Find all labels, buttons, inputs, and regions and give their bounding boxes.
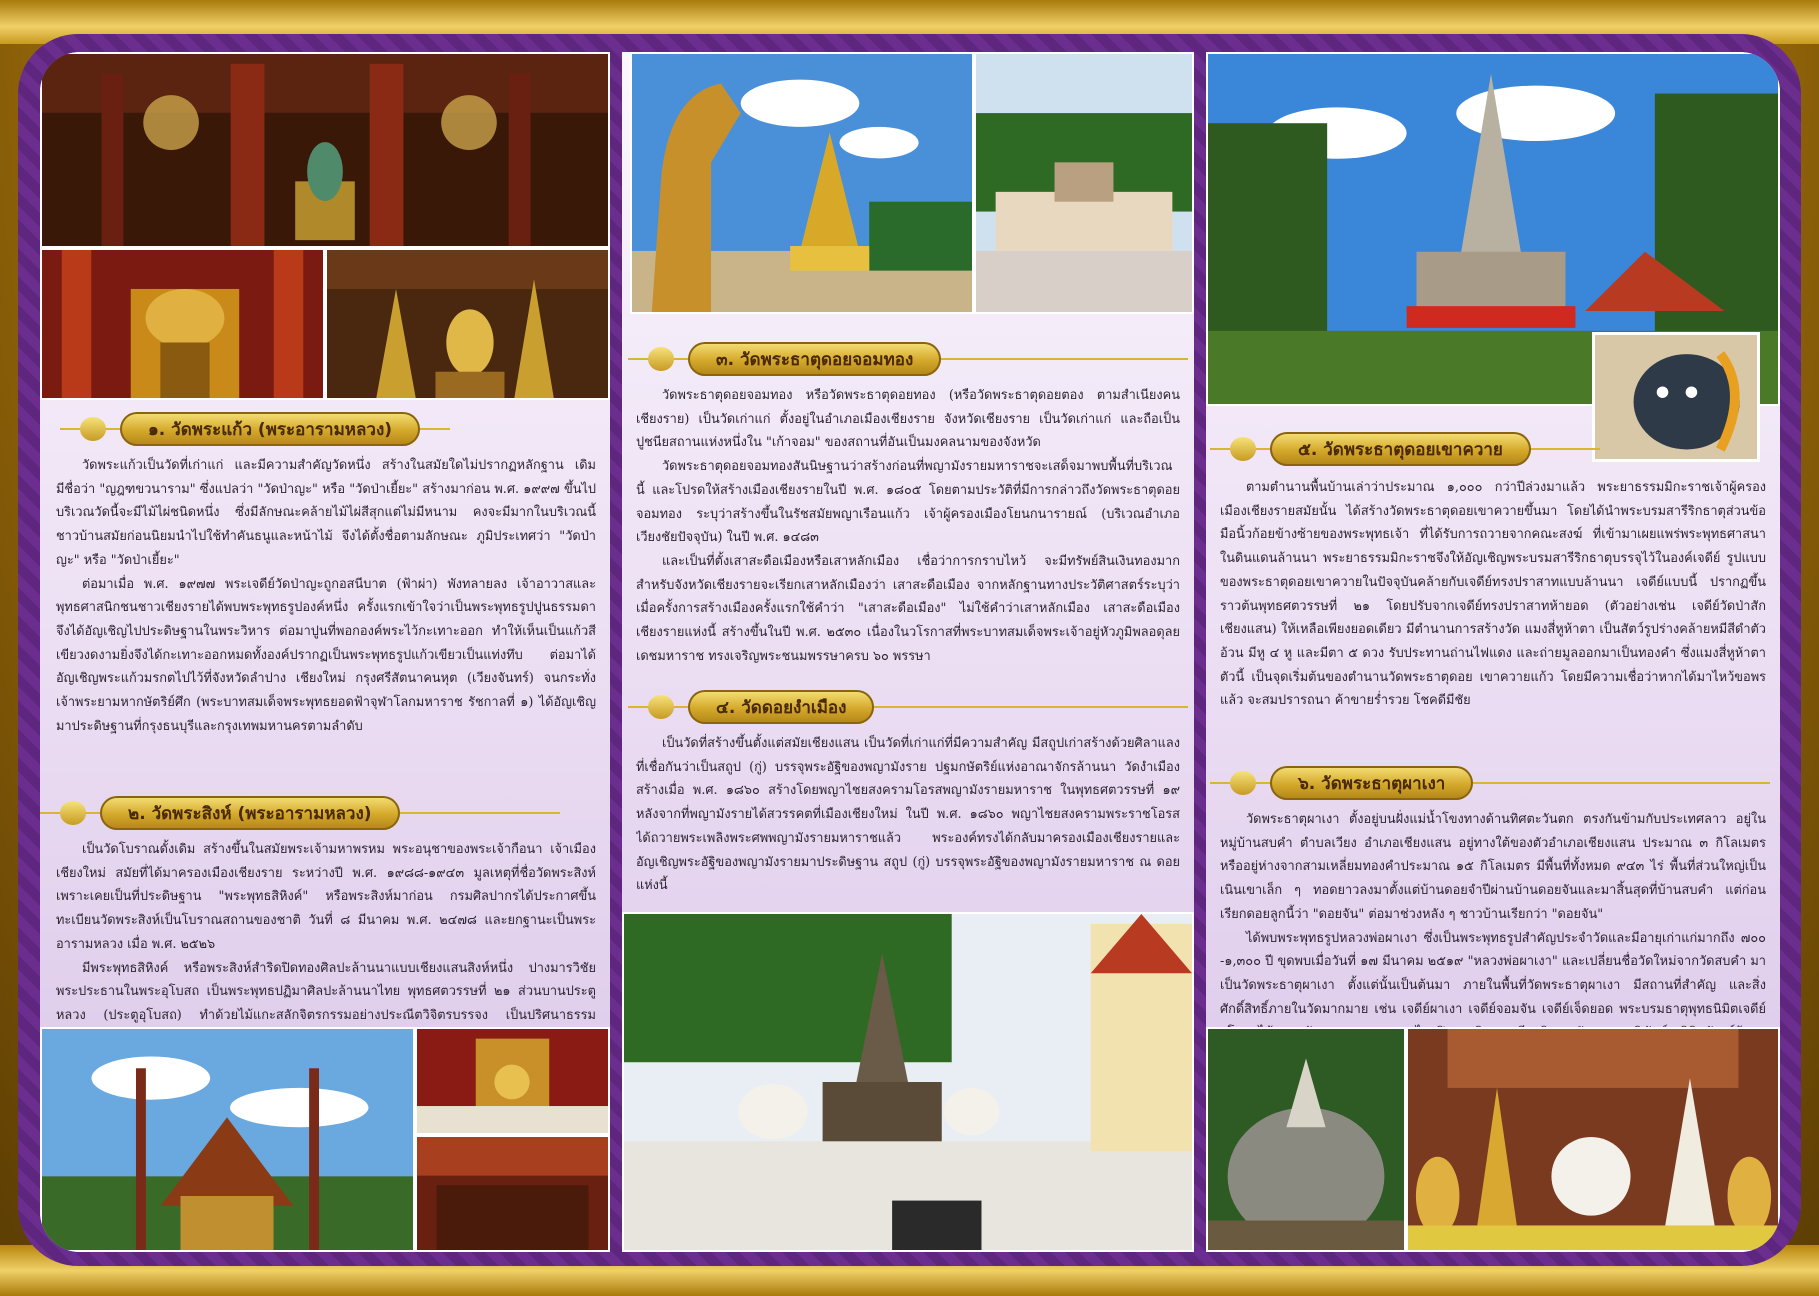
section-3-paragraph: และเป็นที่ตั้งเสาสะดือเมืองหรือเสาหลักเมือง เชื่อว่าการกราบไหว้ จะมีทรัพย์สินเงินทองมาก สำหรับจังหวัดเชียงรายจะเรียกเสาหลักเมืองว่า เสาสะดือเมือง จากหลักฐานทางประวัติศาสตร์ระบุว่าเมื่อครั้งการสร้างเมืองครั้งแรกใช้คำว่า "เสาสะดือเมือง" ไม่ใช้คำว่าเสาหลักเมือง เสาสะดือเมืองเชียงรายแห่งนี้ สร้างขึ้นในปี พ.ศ. ๒๕๓๐ เนื่องในวโรกาสที่พระบาทสมเด็จพระเจ้าอยู่หัวภูมิพลอดุลยเดชมหาราช ทรงเจริญพระชนมพรรษาครบ ๖๐ พรรษา <box>636 553 1180 664</box>
section-6-paragraph: ได้พบพระพุทธรูปหลวงพ่อผาเงา ซึ่งเป็นพระพุทธรูปสำคัญประจำวัดและมีอายุเก่าแก่มากถึง ๗๐๐ -๑,๓๐๐ ปี ขุดพบเมื่อวันที่ ๑๗ มีนาคม ๒๕๑๙ "หลวงพ่อผาเงา" และเปลี่ยนชื่อวัดใหม่จากวัดสบคำ มาเป็นวัดพระธาตุผาเงา ตั้งแต่นั้นเป็นต้นมา ภายในพื้นที่วัดพระธาตุผาเงา มีสถานที่สำคัญ และสิ่งศักดิ์สิทธิ์ภายในวัดมากมาย เช่น เจดีย์ผาเงา เจดีย์จอมจัน เจดีย์เจ็ดยอด พระบรมธาตุพุทธนิมิตเจดีย์ <box>1220 930 1766 1017</box>
section-2-paragraph: มีพระพุทธสิหิงค์ หรือพระสิงห์สำริดปิดทองศิลปะล้านนาแบบเชียงแสนสิงห์หนึ่ง ปางมารวิชัย พระประธานในพระอุโบสถ เป็นพระพุทธปฏิมาศิลปะล้านนาไทย พุทธศตวรรษที่ ๒๑ ส่วนบานประตูหลวง (ประตูอุโบสถ) ทำด้วยไม้แกะสลักจิตรกรรมอย่างประณีตวิจิตรบรรจง เป็นปริศนาธรรม <box>56 960 596 1023</box>
section-6-title: ๖. วัดพระธาตุผาเงา <box>1270 766 1473 800</box>
section-1-heading <box>60 412 450 446</box>
section-4-paragraph: เป็นวัดที่สร้างขึ้นตั้งแต่สมัยเชียงแสน เป็นวัดที่เก่าแก่ที่มีความสำคัญ มีสถูปเก่าสร้างด้วยศิลาแลงที่เชื่อกันว่าเป็นสถูป (กู่) บรรจุพระอัฐิของพญามังราย ปฐมกษัตริย์แห่งอาณาจักรล้านนา วัดงำเมือง สร้างเมื่อ พ.ศ. ๑๘๖๐ สร้างโดยพญาไชยสงครามโอรสพญามังรายมหาราช ในพุทธศตวรรษที่ ๑๙ หลังจากที่พญามังรายได้สวรรคตที่เมืองเชียงใหม่ ในปี พ.ศ. ๑๘๖๐ พญาไชยสงครามพระราชโอรส ได้ถวายพระเพลิงพระศพพญามังรายมหาราชแล้ว พระองค์ทรงได้กลับมาครองเมืองเชียงรายและอัญเชิญพระอัฐิของพญามังรายมาประดิษฐาน สถูป (กู่) บรรจุพระอัฐิของพญามังรายมหาราช ณ ดอยแห่งนี้ <box>636 736 1180 894</box>
temple-buddhas-hall-photo <box>1406 1027 1780 1252</box>
city-pillar-shrine-photo <box>974 52 1194 314</box>
section-6-paragraph: วัดพระธาตุผาเงา ตั้งอยู่บนฝั่งแม่น้ำโขงทางด้านทิศตะวันตก ตรงกันข้ามกับประเทศลาว อยู่ในหมู่บ้านสบคำ ตำบลเวียง อำเภอเชียงแสน อยู่ทางใต้ของตัวอำเภอเชียงแสน ประมาณ ๓ กิโลเมตร หรืออยู่ห่างจากสามเหลี่ยมทองคำประมาณ ๑๕ กิโลเมตร มีพื้นที่ทั้งหมด ๙๔๓ ไร่ พื้นที่ส่วนใหญ่เป็นเนินเขาเล็ก ๆ ทอดยาวลงมาตั้งแต่บ้านดอยจำปีผ่านบ้านดอยจันและมาสิ้นสุดที่บ้านสบคำ แต่ก่อนเรียกดอยลูกนี้ว่า "ดอยจัน" ต่อมาช่วงหลัง ๆ ชาวบ้านเรียกว่า "ดอยจัน" <box>1220 812 1766 922</box>
temple-altar-photo <box>40 248 325 400</box>
section-4-title: ๔. วัดดอยงำเมือง <box>688 690 874 724</box>
wat-phra-singh-photo <box>40 1027 415 1252</box>
section-5-body <box>1220 476 1766 762</box>
panel-middle <box>622 52 1194 1252</box>
section-5-heading <box>1210 432 1600 466</box>
black-bear-figure-photo <box>1592 332 1760 462</box>
temple-shrine-photo <box>415 1027 610 1135</box>
wat-doi-ngam-muang-photo <box>622 912 1194 1252</box>
section-5-paragraph: ตามตำนานพื้นบ้านเล่าว่าประมาณ ๑,๐๐๐ กว่าปีล่วงมาแล้ว พระยาธรรมมิกะราชเจ้าผู้ครองเมืองเชียงรายสมัยนั้น ได้สร้างวัดพระธาตุดอยเขาควายขึ้นมา โดยได้นำพระบรมสารีริกธาตุส่วนข้อมือนิ้วก้อยข้างซ้ายของพระพุทธเจ้า ที่ได้รับการถวายจากคณะสงฆ์ ที่เข้ามาเผยแพร่พระพุทธศาสนาในดินแดนล้านนา พระยาธรรมมิกะราชจึงให้อัญเชิญพระบรมสารีริกธาตุบรรจุไว้ในองค์เจดีย์ รูปแบบของพระธาตุดอยเขาควายในปัจจุบันคล้ายกับเจดีย์ทรงปราสาทแบบล้านนา เจดีย์แบบนี้ ปรากฏขึ้นราวต้นพุทธศตวรรษที่ ๒๑ โดยปรับจากเจดีย์ทรงปราสาทห้ายอด (ตัวอย่างเช่น เจดีย์วัดป่าสักเชียงแสน) ให้เหลือเพียงยอดเดียว มีตำนานการสร้างวัด แมงสี่หูห้าตา เป็นสัตว์รูปร่างคล้ายหมีสีดำตัวอ้วน มีหู ๔ หู และมีตา ๕ ดวง รับประทานถ่านไฟแดง และถ่ายมูลออกมาเป็นทองคำ ซึ่งแมงสี่หูห้าตาตัวนี้ เป็นจุดเริ่มต้นของตำนานวัดพระธาตุดอย เขาควายแก้ว โดยมีความเชื่อว่าหากได้มาไหว้ขอพรแล้ว จะสมปรารถนา ค้าขายร่ำรวย โชคดีมีชัย <box>1220 480 1766 709</box>
section-3-title: ๓. วัดพระธาตุดอยจอมทอง <box>688 342 941 376</box>
section-2-heading <box>40 796 560 830</box>
section-1-paragraph: วัดพระแก้วเป็นวัดที่เก่าแก่ และมีความสำคัญวัดหนึ่ง สร้างในสมัยใดไม่ปรากฏหลักฐาน เดิมมีชื่อว่า "ญฎฑขวนาราม" ซึ่งแปลว่า "วัดป่าญะ" หรือ "วัดป่าเยี้ยะ" สร้างมาก่อน พ.ศ. ๑๙๙๗ ขึ้นไป บริเวณวัดนี้จะมีไม้ไผ่ชนิดหนึ่ง ซึ่งมีลักษณะคล้ายไม้ไผ่สีสุกแต่ไม่มีหนาม คงจะมีมากในบริเวณนี้ ชาวบ้านสมัยก่อนนิยมนำไปใช้ทำคันธนูและหน้าไม้ จึงได้ตั้งชื่อตามลักษณะ ภูมิประเทศว่า "วัดป่าญะ" หรือ "วัดป่าเยี้ยะ" <box>56 458 596 568</box>
rock-chedi-photo <box>1206 1027 1406 1252</box>
temple-roof-photo <box>415 1135 610 1252</box>
section-6-heading <box>1210 766 1770 800</box>
section-3-paragraph: วัดพระธาตุดอยจอมทองสันนิษฐานว่าสร้างก่อนที่พญามังรายมหาราชจะเสด็จมาพบพื้นที่บริเวณนี้ และโปรดให้สร้างเมืองเชียงรายในปี พ.ศ. ๑๘๐๕ โดยตามประวัติที่มีการกล่าวถึงวัดพระธาตุดอยจอมทอง ระบุว่าสร้างขึ้นในรัชสมัยพญาเรือนแก้ว เจ้าผู้ครองเมืองโยนกนารายณ์ (บริเวณอำเภอเวียงชัยปัจจุบัน) ในปี พ.ศ. ๑๔๘๓ <box>636 459 1180 546</box>
section-5-title: ๕. วัดพระธาตุดอยเขาควาย <box>1270 432 1531 466</box>
panel-left <box>40 52 610 1252</box>
section-3-heading <box>628 342 1188 376</box>
section-1-paragraph: ต่อมาเมื่อ พ.ศ. ๑๙๗๗ พระเจดีย์วัดป่าญะถูกอสนีบาต (ฟ้าผ่า) พังทลายลง เจ้าอาวาสและพุทธศาสนิกชนชาวเชียงรายได้พบพระพุทธรูปองค์หนึ่ง ครั้งแรกเข้าใจว่าเป็นพระพุทธรูปปูนธรรมดาจึงได้อัญเชิญไปประดิษฐานในพระวิหาร ต่อมาปูนที่พอกองค์พระไว้กะเทาะออก ทำให้เห็นเป็นแก้วสีเขียวงดงามยิ่งจึงได้กะเทาะออกหมดทั้งองค์ปรากฏเป็นพระพุทธรูปแก้วเขียวเป็นแท่งทึบ ต่อมาได้อัญเชิญพระแก้วมรกตไปไว้ที่จังหวัดลำปาง เชียงใหม่ กรุงศรีสัตนาคนหุต (เวียงจันทร์) จนกระทั่งเจ้าพระยามหากษัตริย์ศึก (พระบาทสมเด็จพระพุทธยอดฟ้าจุฬาโลกมหาราช รัชกาลที่ ๑) ได้อัญเชิญมาประดิษฐานที่กรุงธนบุรีและกรุงเทพมหานครตามลำดับ <box>56 576 596 734</box>
buddha-statues-photo <box>325 248 610 400</box>
naga-chedi-photo <box>630 52 974 314</box>
panel-right <box>1206 52 1780 1252</box>
section-1-body <box>56 454 596 784</box>
section-1-title: ๑. วัดพระแก้ว (พระอารามหลวง) <box>120 412 420 446</box>
section-2-title: ๒. วัดพระสิงห์ (พระอารามหลวง) <box>100 796 400 830</box>
section-3-paragraph: วัดพระธาตุดอยจอมทอง หรือวัดพระธาตุดอยทอง (หรือวัดพระธาตุดอยตอง ตามสำเนียงคนเชียงราย) เป็นวัดเก่าแก่ ตั้งอยู่ในอำเภอเมืองเชียงราย จังหวัดเชียงราย เป็นวัดเก่าแก่ และถือเป็นปูชนียสถานแห่งหนึ่งใน "เก้าจอม" ของสถานที่อันเป็นมงคลนามของจังหวัด <box>636 388 1180 451</box>
section-2-paragraph: เป็นวัดโบราณดั้งเดิม สร้างขึ้นในสมัยพระเจ้ามหาพรหม พระอนุชาของพระเจ้ากือนา เจ้าเมืองเชียงใหม่ สมัยที่ได้มาครองเมืองเชียงราย ระหว่างปี พ.ศ. ๑๙๘๘-๑๙๔๓ มูลเหตุที่ชื่อวัดพระสิงห์เพราะเคยเป็นที่ประดิษฐาน "พระพุทธสิหิงค์" หรือพระสิงห์มาก่อน กรมศิลปากรได้ประกาศขึ้นทะเบียนวัดพระสิงห์เป็นโบราณสถานของชาติ วันที่ ๘ มีนาคม พ.ศ. ๒๔๗๘ และยกฐานะเป็นพระอารามหลวง เมื่อ พ.ศ. ๒๕๒๖ <box>56 842 596 952</box>
section-4-heading <box>628 690 1188 724</box>
temple-interior-photo <box>40 52 610 248</box>
section-3-body <box>636 384 1180 714</box>
